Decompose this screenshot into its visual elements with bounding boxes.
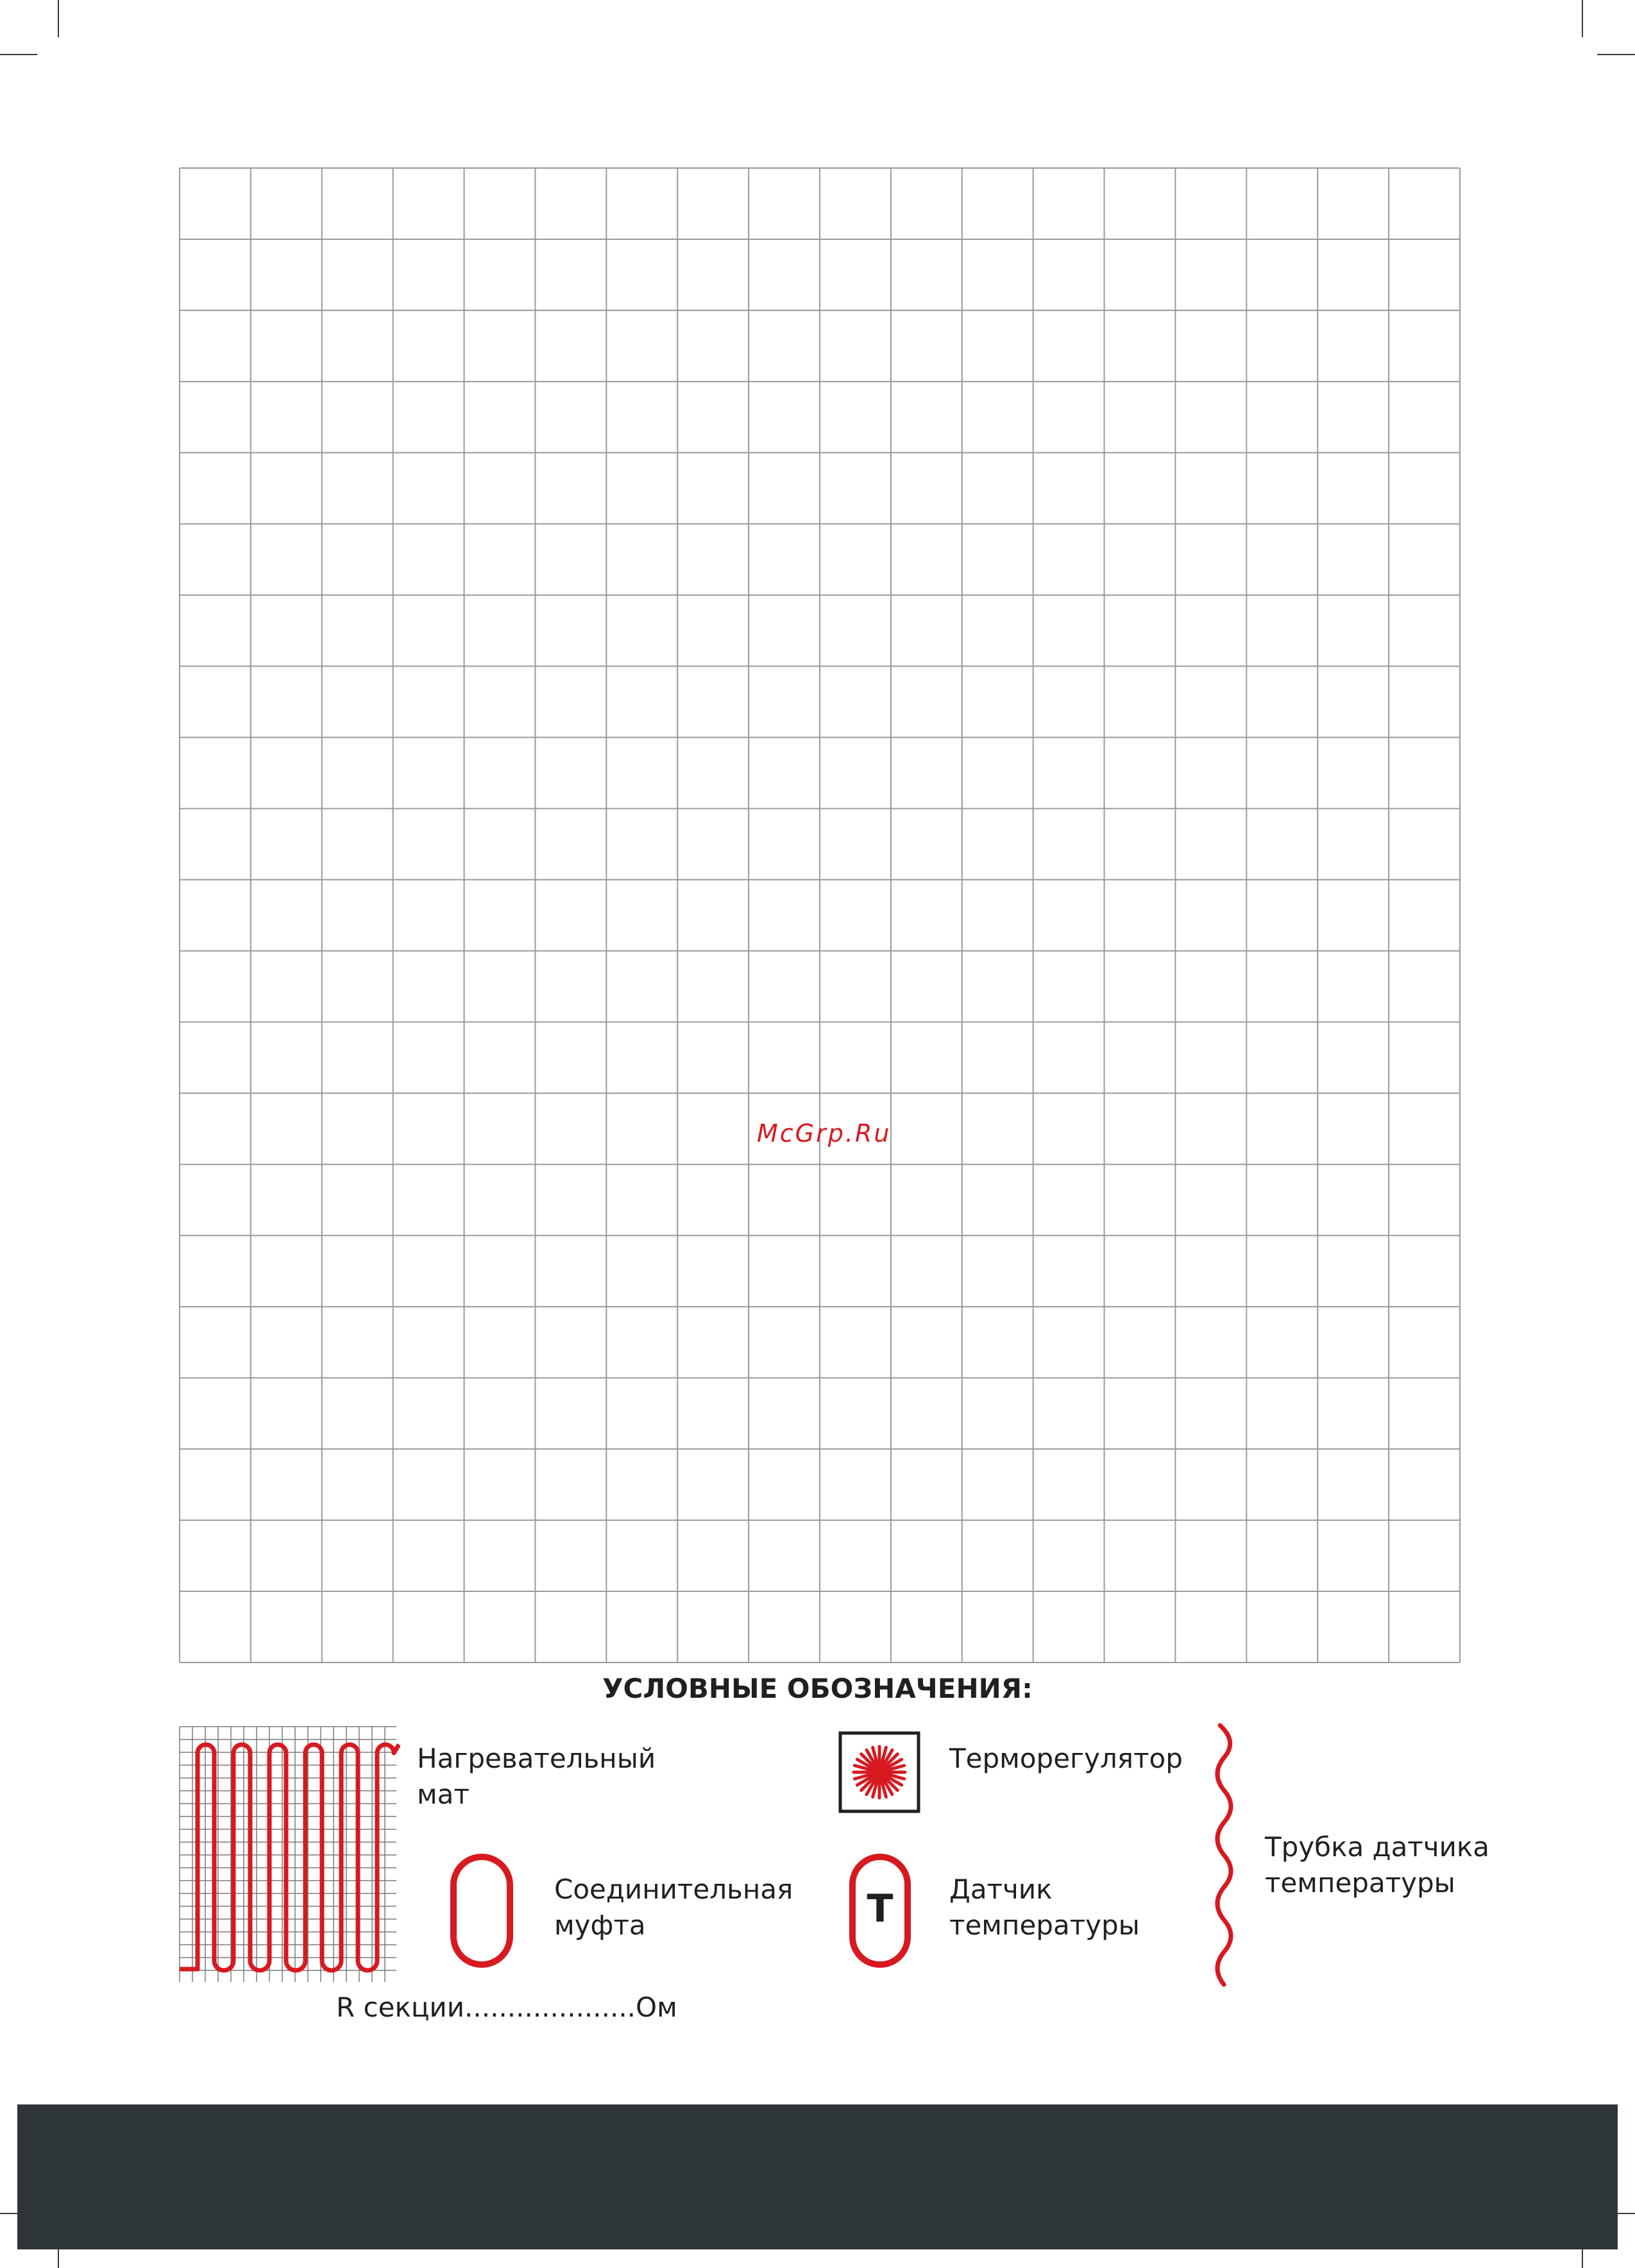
sensor-letter: T <box>867 1886 894 1931</box>
watermark: McGrp.Ru <box>757 1119 892 1147</box>
thermostat-label: Терморегулятор <box>949 1743 1183 1774</box>
sensor-tube-icon <box>1206 1723 1244 1987</box>
coupling-label: Соединительная муфта <box>554 1874 793 1941</box>
coupling-icon <box>449 1852 514 1969</box>
sensor-tube-line <box>1217 1725 1231 1985</box>
heating-cable <box>180 1745 399 1970</box>
sensor-tube-label: Трубка датчика температуры <box>1265 1831 1489 1899</box>
starburst-center <box>872 1764 887 1780</box>
thermostat-icon <box>838 1731 921 1814</box>
sensor-label: Датчик температуры <box>949 1874 1140 1941</box>
sensor-icon <box>848 1852 912 1969</box>
heating-mat-icon <box>178 1725 400 1986</box>
heating-mat-label: Нагревательный мат <box>417 1743 656 1810</box>
footer-band <box>17 2104 1618 2249</box>
resistance-label: R секции....................Ом <box>336 1992 677 2023</box>
legend-title: УСЛОВНЫЕ ОБОЗНАЧЕНИЯ: <box>602 1673 1033 1704</box>
